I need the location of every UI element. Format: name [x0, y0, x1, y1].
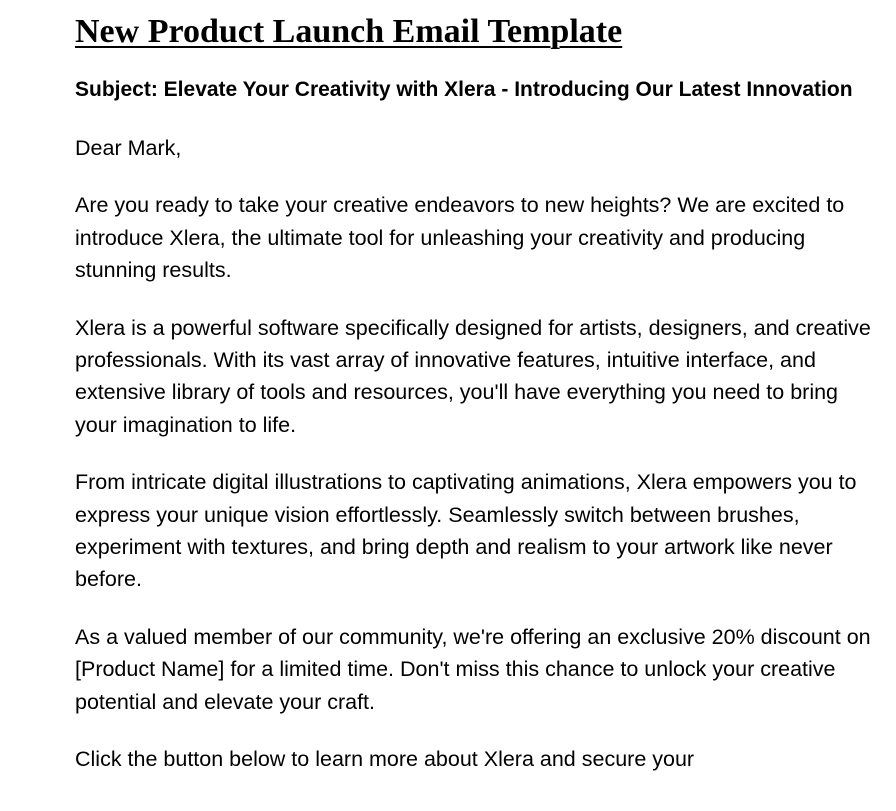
- body-paragraph-discount-offer: As a valued member of our community, we're offering an exclusive 20% discount on [Product Name] for a limited time. Don't miss this chance to unlock your creative potential and elevate your craft.: [75, 624, 871, 714]
- email-subject-line: Subject: Elevate Your Creativity with Xlera - Introducing Our Latest Innovation: [75, 78, 853, 101]
- email-document: [75, 12, 875, 801]
- email-greeting: Dear Mark,: [75, 136, 182, 160]
- body-paragraph-intro: Are you ready to take your creative endeavors to new heights? We are excited to introduce Xlera, the ultimate tool for unleashing your creativity and producing stunning results.: [75, 193, 845, 283]
- body-paragraph-capabilities: From intricate digital illustrations to captivating animations, Xlera empowers you to express your unique vision effortlessly. Seamlessly switch between brushes, experiment with textures, and bring depth and realism to your artwork like never before.: [75, 470, 857, 592]
- document-title: New Product Launch Email Template: [75, 13, 623, 50]
- body-paragraph-features: Xlera is a powerful software specifically designed for artists, designers, and creative professionals. With its vast array of innovative features, intuitive interface, and extensive library of tools and resources, you'll have everything you need to bring your imagination to life.: [75, 315, 871, 437]
- body-paragraph-call-to-action: Click the button below to learn more about Xlera and secure your: [75, 747, 695, 772]
